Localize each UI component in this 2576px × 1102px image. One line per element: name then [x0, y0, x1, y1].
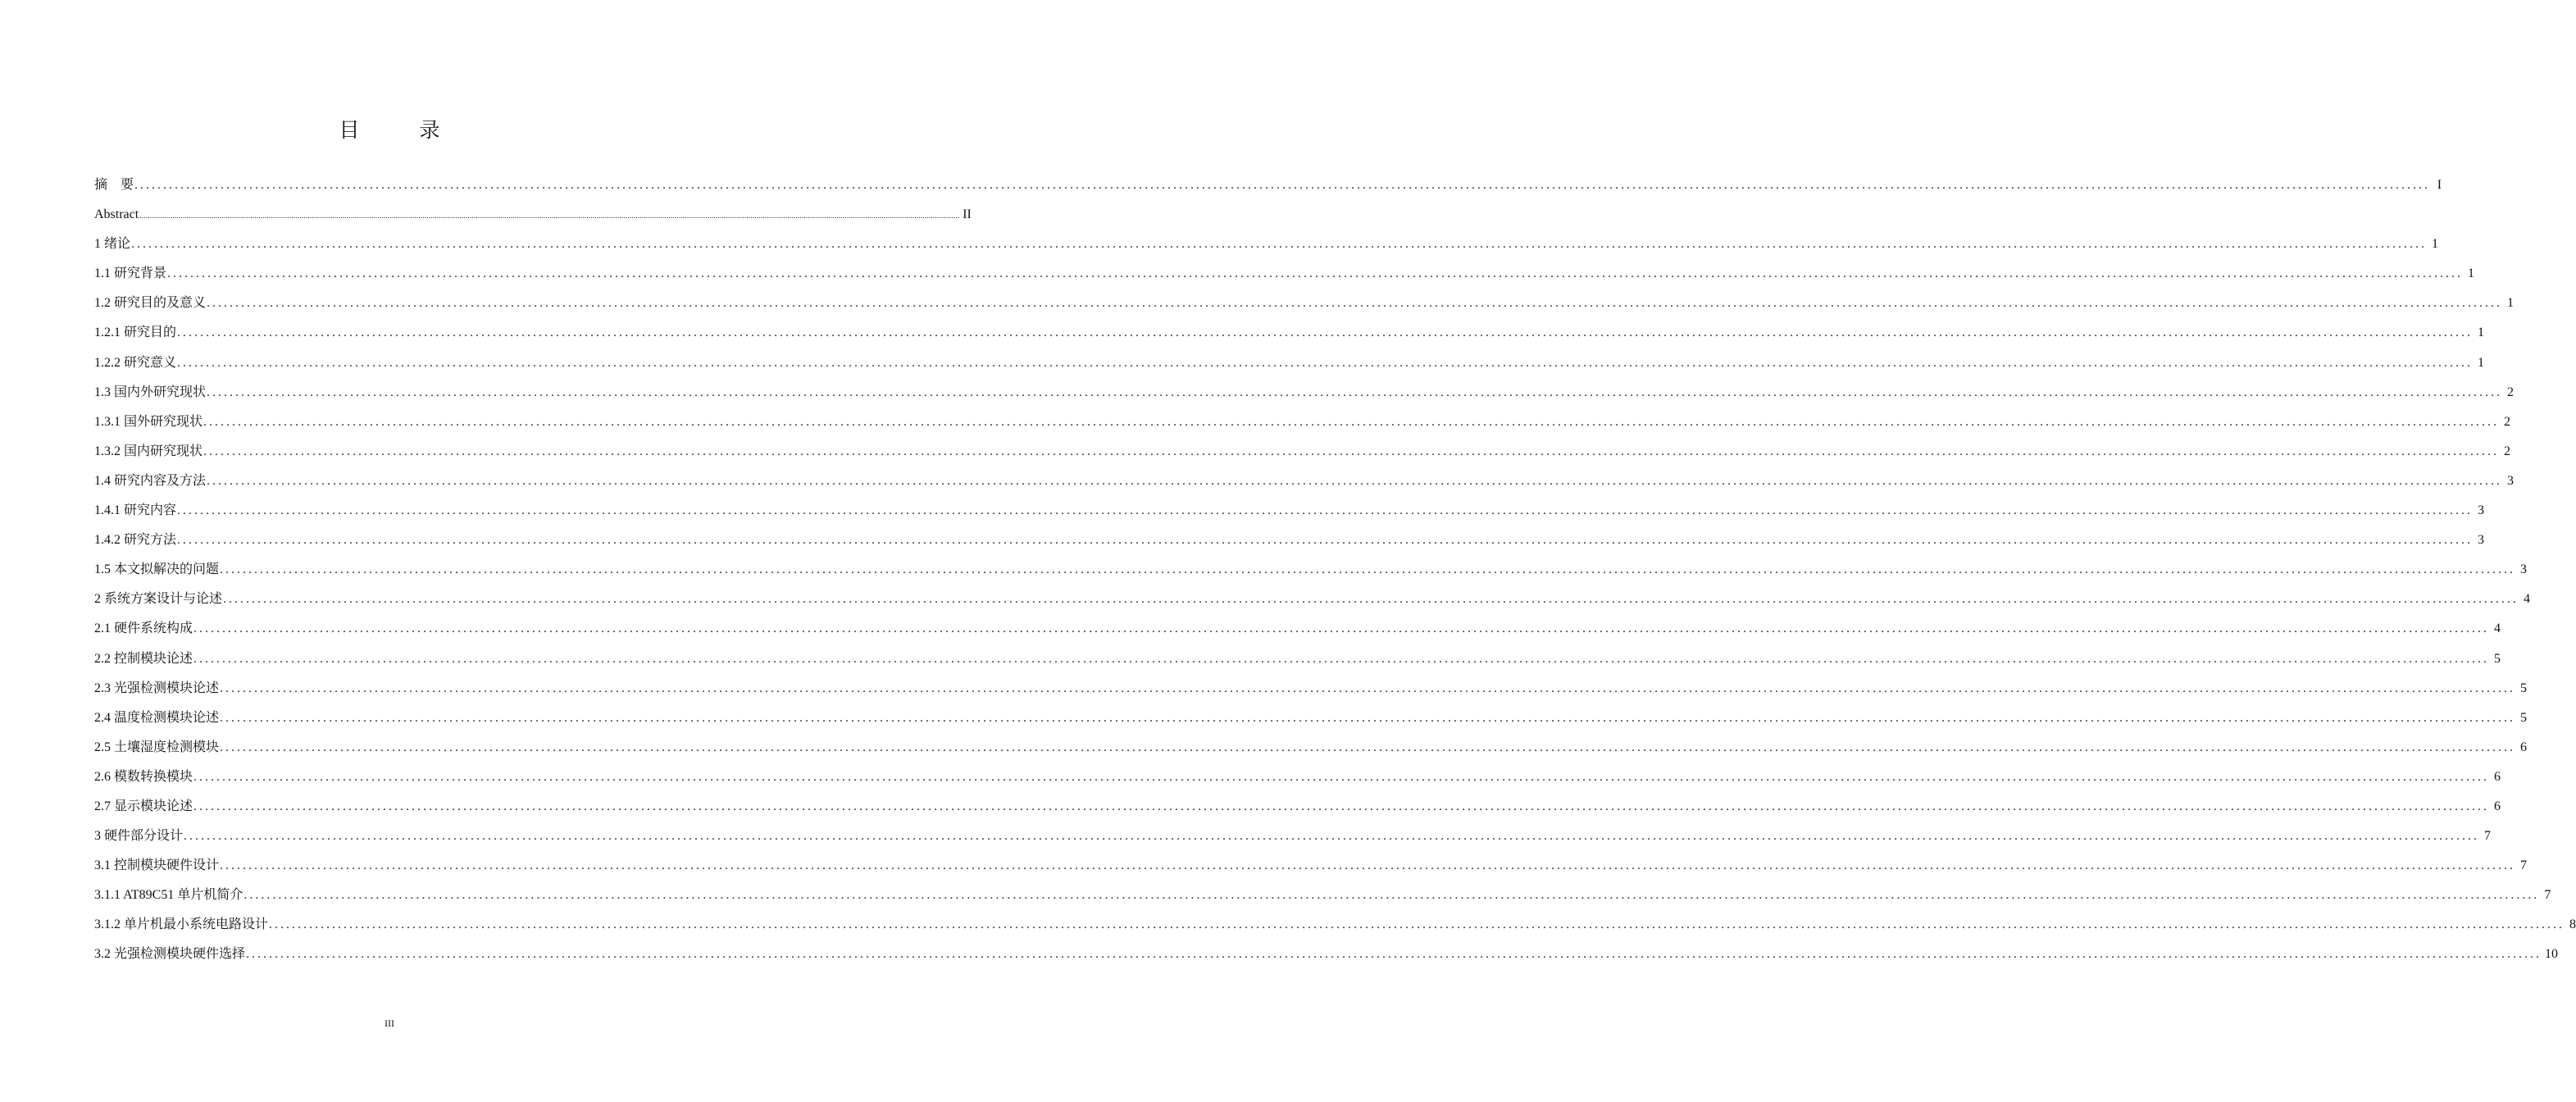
toc-entry[interactable]: [94, 408, 2511, 437]
toc-entry-label: 2.5 土壤湿度检测模块: [94, 740, 220, 754]
toc-entry[interactable]: [94, 318, 2485, 348]
toc-entry-page: 1: [2432, 237, 2439, 252]
toc-entry-page: 3: [2478, 533, 2485, 548]
toc-entry-label: 摘 要: [94, 178, 134, 192]
toc-entry[interactable]: [94, 467, 2515, 496]
toc-entry-page: 2: [2504, 444, 2511, 458]
toc-leader-dots: ................................................................................................................................................................................................................................................................................................................................................................................................................: [193, 799, 2490, 813]
toc-leader-dots: ................................................................................................................................................................................................................................................................................................................................................................................................................: [207, 385, 2503, 399]
toc-entry[interactable]: [94, 437, 2511, 467]
toc-entry-label: 2.6 模数转换模块: [94, 769, 193, 784]
toc-entry[interactable]: [94, 881, 2551, 910]
toc-entry-page: 2: [2507, 385, 2515, 399]
toc-entry-page: 8: [2569, 918, 2576, 932]
toc-leader-dots: ................................................................................................................................................................................................................................................................................................................................................................................................................: [134, 178, 2431, 192]
toc-entry-page: 6: [2494, 799, 2501, 813]
toc-entry-page: 5: [2494, 651, 2501, 666]
toc-entry[interactable]: [94, 940, 2559, 969]
toc-entry-page: 4: [2494, 622, 2501, 636]
toc-entry[interactable]: [94, 733, 2528, 763]
toc-leader-dots: ................................................................................................................................................................................................................................................................................................................................................................................................................: [177, 326, 2474, 340]
toc-entry[interactable]: [94, 851, 2528, 881]
toc-entry-page: 7: [2544, 888, 2551, 903]
toc-entry-label: 3 硬件部分设计: [94, 829, 184, 844]
toc-entry-label: 1 绪论: [94, 237, 131, 252]
toc-entry-page: I: [2437, 178, 2442, 192]
toc-leader-dots: ................................................................................................................................................................................................................................................................................................................................................................................................................: [193, 622, 2490, 636]
toc-entry-page: II: [963, 207, 972, 222]
toc-entry[interactable]: [94, 526, 2485, 555]
toc-leader-dots: ................................................................................................................................................................................................................................................................................................................................................................................................................: [184, 829, 2480, 844]
toc-leader-dots: ................................................................................................................................................................................................................................................................................................................................................................................................................: [243, 888, 2540, 903]
toc-leader-dots: ................................................................................................................................................................................................................................................................................................................................................................................................................: [269, 918, 2565, 932]
toc-entry[interactable]: [94, 763, 2501, 792]
toc-entry-label: 1.2 研究目的及意义: [94, 296, 207, 311]
toc-entry-page: 1: [2468, 266, 2475, 281]
toc-entry-label: 1.2.1 研究目的: [94, 326, 177, 340]
page-number: III: [385, 1018, 394, 1029]
toc-entry-label: 1.4.2 研究方法: [94, 533, 177, 548]
toc-entry-label: 1.2.2 研究意义: [94, 355, 177, 370]
toc-entry-label: 1.4 研究内容及方法: [94, 473, 207, 488]
toc-leader-dots: ................................................................................................................................................................................................................................................................................................................................................................................................................: [193, 651, 2490, 666]
toc-entry-label: Abstract: [94, 207, 139, 222]
toc-entry-page: 3: [2478, 503, 2485, 518]
toc-entry-label: 3.2 光强检测模块硬件选择: [94, 947, 246, 962]
toc-entry[interactable]: [94, 644, 2501, 674]
toc-entry-label: 1.4.1 研究内容: [94, 503, 177, 518]
toc-leader-dots: ................................................................................................................................................................................................................................................................................................................................................................................................................: [177, 503, 2474, 518]
toc-entry-page: 1: [2507, 296, 2515, 311]
toc-leader-dots: ................................................................................................................................................................................................................................................................................................................................................................................................................: [131, 237, 2428, 252]
toc-entry-label: 2.4 温度检测模块论述: [94, 710, 220, 725]
toc-entry-page: 5: [2520, 681, 2528, 695]
toc-entry[interactable]: [94, 822, 2492, 851]
toc-leader-dots: ................................................................................................................................................................................................................................................................................................................................................................................................................: [139, 212, 960, 221]
toc-entry-label: 2.3 光强检测模块论述: [94, 681, 220, 695]
toc-entry-label: 1.3.1 国外研究现状: [94, 414, 203, 429]
toc-leader-dots: ................................................................................................................................................................................................................................................................................................................................................................................................................: [177, 533, 2474, 548]
toc-entry-page: 3: [2520, 562, 2528, 577]
toc-entry[interactable]: [94, 259, 2475, 289]
toc-leader-dots: ................................................................................................................................................................................................................................................................................................................................................................................................................: [246, 947, 2542, 962]
toc-entry-page: 2: [2504, 414, 2511, 429]
toc-entry-page: 1: [2478, 326, 2485, 340]
toc-entry[interactable]: [94, 585, 2531, 614]
toc-entry-label: 1.3 国内外研究现状: [94, 385, 207, 399]
toc-entry-label: 3.1.2 单片机最小系统电路设计: [94, 918, 269, 932]
toc-entry[interactable]: [94, 378, 2515, 408]
toc-entry[interactable]: [94, 792, 2501, 822]
toc-leader-dots: ................................................................................................................................................................................................................................................................................................................................................................................................................: [220, 681, 2516, 695]
toc-leader-dots: ................................................................................................................................................................................................................................................................................................................................................................................................................: [220, 710, 2516, 725]
toc-entry-page: 5: [2520, 710, 2528, 725]
toc-entry[interactable]: [94, 496, 2485, 526]
toc-entry-label: 2.7 显示模块论述: [94, 799, 193, 813]
toc-entry-page: 6: [2494, 769, 2501, 784]
toc-entry-page: 7: [2520, 858, 2528, 873]
toc-leader-dots: ................................................................................................................................................................................................................................................................................................................................................................................................................: [203, 414, 2500, 429]
toc-entry-label: 3.1 控制模块硬件设计: [94, 858, 220, 873]
page-title: 目 录: [339, 119, 460, 142]
toc-entry[interactable]: [94, 289, 2515, 318]
toc-entry-label: 1.5 本文拟解决的问题: [94, 562, 220, 577]
toc-entry-label: 1.1 研究背景: [94, 266, 167, 281]
toc-entry[interactable]: [94, 674, 2528, 704]
toc-entry[interactable]: [94, 348, 2485, 378]
toc-leader-dots: ................................................................................................................................................................................................................................................................................................................................................................................................................: [220, 740, 2516, 754]
toc-leader-dots: ................................................................................................................................................................................................................................................................................................................................................................................................................: [207, 296, 2503, 311]
table-of-contents: [94, 171, 2576, 970]
toc-leader-dots: ................................................................................................................................................................................................................................................................................................................................................................................................................: [193, 769, 2490, 784]
toc-entry-page: 3: [2507, 473, 2515, 488]
toc-entry[interactable]: [94, 230, 2439, 259]
toc-entry[interactable]: [94, 200, 972, 230]
toc-entry-label: 2 系统方案设计与论述: [94, 592, 223, 607]
toc-entry-label: 2.2 控制模块论述: [94, 651, 193, 666]
toc-entry-page: 10: [2545, 947, 2559, 962]
toc-entry-page: 1: [2478, 355, 2485, 370]
toc-entry-page: 6: [2520, 740, 2528, 754]
toc-leader-dots: ................................................................................................................................................................................................................................................................................................................................................................................................................: [167, 266, 2464, 281]
toc-entry[interactable]: [94, 171, 2442, 200]
toc-entry[interactable]: [94, 910, 2576, 940]
toc-leader-dots: ................................................................................................................................................................................................................................................................................................................................................................................................................: [223, 592, 2519, 607]
toc-leader-dots: ................................................................................................................................................................................................................................................................................................................................................................................................................: [203, 444, 2500, 458]
toc-leader-dots: ................................................................................................................................................................................................................................................................................................................................................................................................................: [220, 858, 2516, 873]
toc-entry[interactable]: [94, 704, 2528, 733]
toc-entry-label: 2.1 硬件系统构成: [94, 622, 193, 636]
toc-entry-page: 7: [2484, 829, 2492, 844]
toc-leader-dots: ................................................................................................................................................................................................................................................................................................................................................................................................................: [177, 355, 2474, 370]
toc-entry[interactable]: [94, 555, 2528, 585]
toc-entry-label: 1.3.2 国内研究现状: [94, 444, 203, 458]
toc-entry[interactable]: [94, 614, 2501, 644]
toc-entry-page: 4: [2524, 592, 2531, 607]
toc-leader-dots: ................................................................................................................................................................................................................................................................................................................................................................................................................: [220, 562, 2516, 577]
toc-entry-label: 3.1.1 AT89C51 单片机简介: [94, 888, 243, 903]
toc-leader-dots: ................................................................................................................................................................................................................................................................................................................................................................................................................: [207, 473, 2503, 488]
